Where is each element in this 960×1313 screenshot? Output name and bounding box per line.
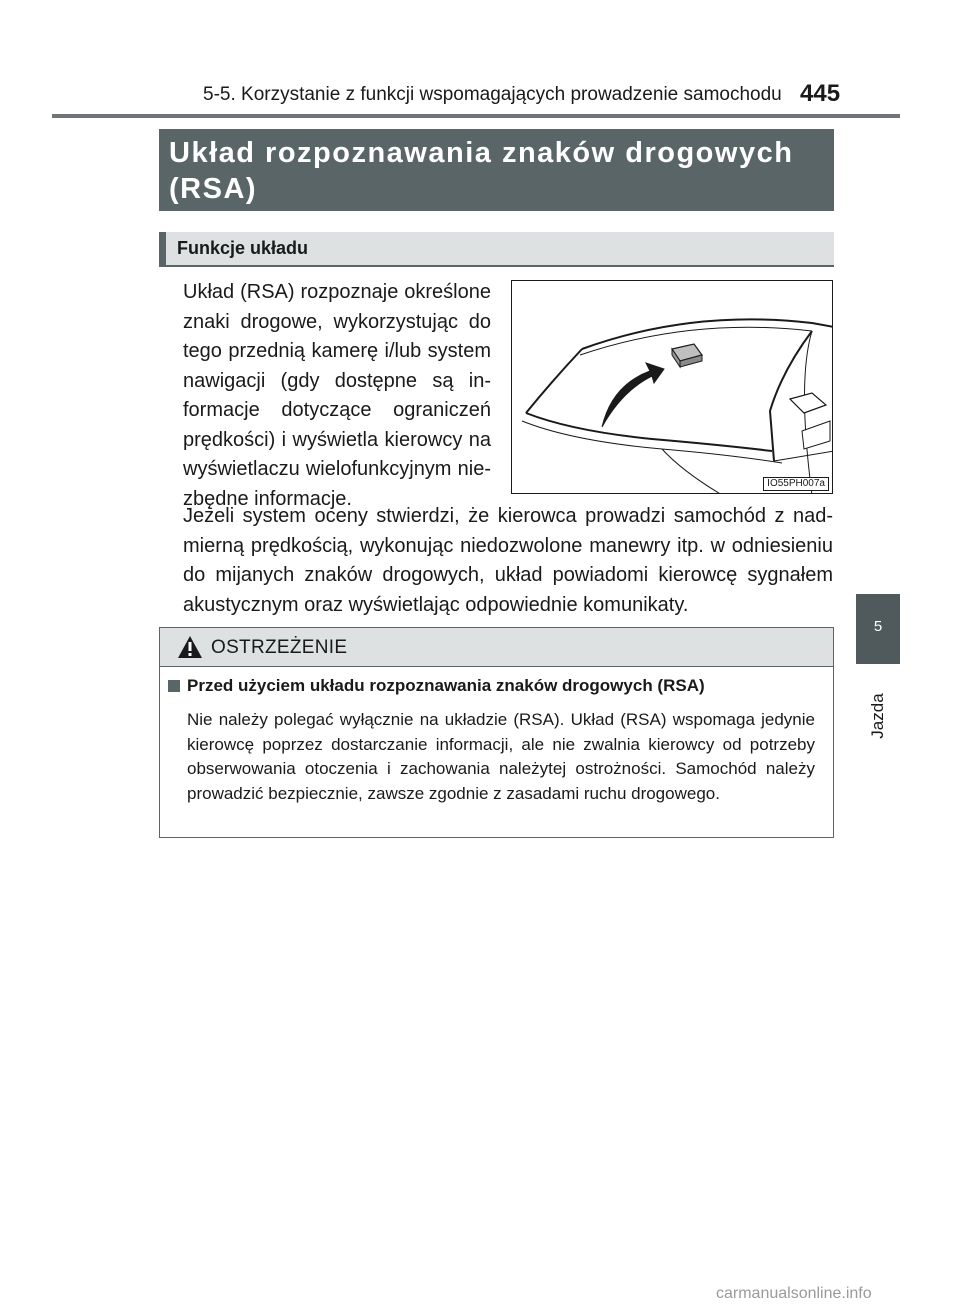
chapter-label xyxy=(858,676,898,756)
warning-text: Nie należy polegać wyłącznie na układzie (RSA). Układ (RSA) wspomaga jedynie kierowcę poprzez dostarczanie informacji, ale nie zwalnia kierowcy od potrzeby obserwowania otoczenia i zachowania należytej ostrożności. Samochód należy prowadzić bezpiecznie, zawsze zgodnie z zasadami ruchu drogowego. xyxy=(187,710,815,803)
warning-heading: Przed użyciem układu rozpoznawania znaków drogowych (RSA) xyxy=(187,676,705,695)
subsection-accent xyxy=(159,232,166,265)
windshield-top-edge xyxy=(582,319,833,349)
a-pillar-left xyxy=(526,349,582,413)
chapter-tab xyxy=(856,594,900,664)
chapter-name: Jazda xyxy=(868,693,887,739)
page-number: 445 xyxy=(800,80,841,107)
windshield-bottom xyxy=(526,413,772,451)
dash-curve xyxy=(662,449,722,494)
warning-box xyxy=(159,627,834,838)
body-paragraph: Jeżeli system oceny stwierdzi, że kierowca prowadzi samochód z nadmierną prędkością, wykonując niedozwolone manewry itp. w odniesieniu do mijanych znaków drogowych, układ powiadomi kierowcę sygnałem akustycznym oraz wyświetlając odpowiednie komunikaty. xyxy=(183,505,833,616)
warning-title: OSTRZEŻENIE xyxy=(211,637,348,658)
intro-paragraph: Układ (RSA) rozpoznaje określone znaki drogowe, wykorzystując do tego przednią kamerę i/lub system nawigacji (gdy dostępne są informacje dotyczące ograniczeń prędkości) i wyświetla kierowcy na wyświetlaczu wielofunkcyjnym niezbędne informacje. xyxy=(183,281,491,510)
windshield-drawing xyxy=(512,281,833,494)
subsection-title: Funkcje układu xyxy=(177,238,309,258)
windshield-camera-illustration xyxy=(511,280,833,494)
header-divider xyxy=(52,114,900,118)
figure-code: IO55PH007a xyxy=(763,477,829,491)
side-mirror xyxy=(790,393,826,413)
warning-header xyxy=(160,628,833,667)
watermark: carmanualsonline.info xyxy=(716,1285,872,1302)
arrow-icon xyxy=(602,363,664,427)
warning-bullet-icon xyxy=(168,680,180,692)
section-title: Układ rozpoznawania znaków drogowych (RSA) xyxy=(169,137,794,205)
section-title-box xyxy=(159,129,834,211)
subsection-bar xyxy=(159,232,834,267)
door-panel xyxy=(802,421,830,449)
running-header: 5-5. Korzystanie z funkcji wspomagających prowadzenie samochodu xyxy=(203,84,782,105)
chapter-number: 5 xyxy=(873,618,883,635)
dashboard-line xyxy=(522,421,782,463)
door-line xyxy=(774,451,833,461)
warning-triangle-icon xyxy=(177,635,203,659)
